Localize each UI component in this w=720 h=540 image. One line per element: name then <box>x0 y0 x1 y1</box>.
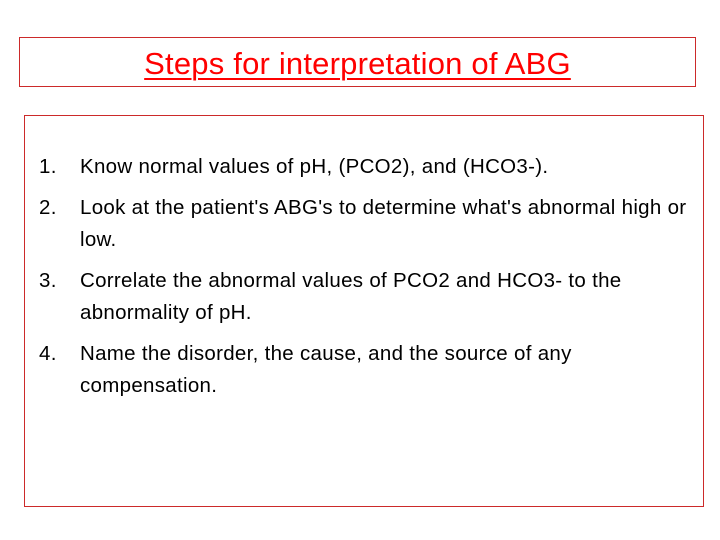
step-item <box>39 151 699 183</box>
slide-title: Steps for interpretation of ABG <box>144 46 571 81</box>
step-number: 4. <box>39 342 57 365</box>
step-text: Correlate the abnormal values of PCO2 and HCO3- to the abnormality of pH. <box>80 269 622 324</box>
step-number: 1. <box>39 155 57 178</box>
step-item <box>39 192 699 256</box>
step-item <box>39 265 699 329</box>
step-text: Look at the patient's ABG's to determine what's abnormal high or low. <box>80 196 687 251</box>
step-item <box>39 338 699 402</box>
step-text: Know normal values of pH, (PCO2), and (HCO3-). <box>80 155 549 178</box>
steps-list <box>39 151 699 411</box>
step-number: 2. <box>39 196 57 219</box>
content-box <box>24 115 704 507</box>
step-number: 3. <box>39 269 57 292</box>
title-box <box>19 37 696 87</box>
step-text: Name the disorder, the cause, and the source of any compensation. <box>80 342 572 397</box>
